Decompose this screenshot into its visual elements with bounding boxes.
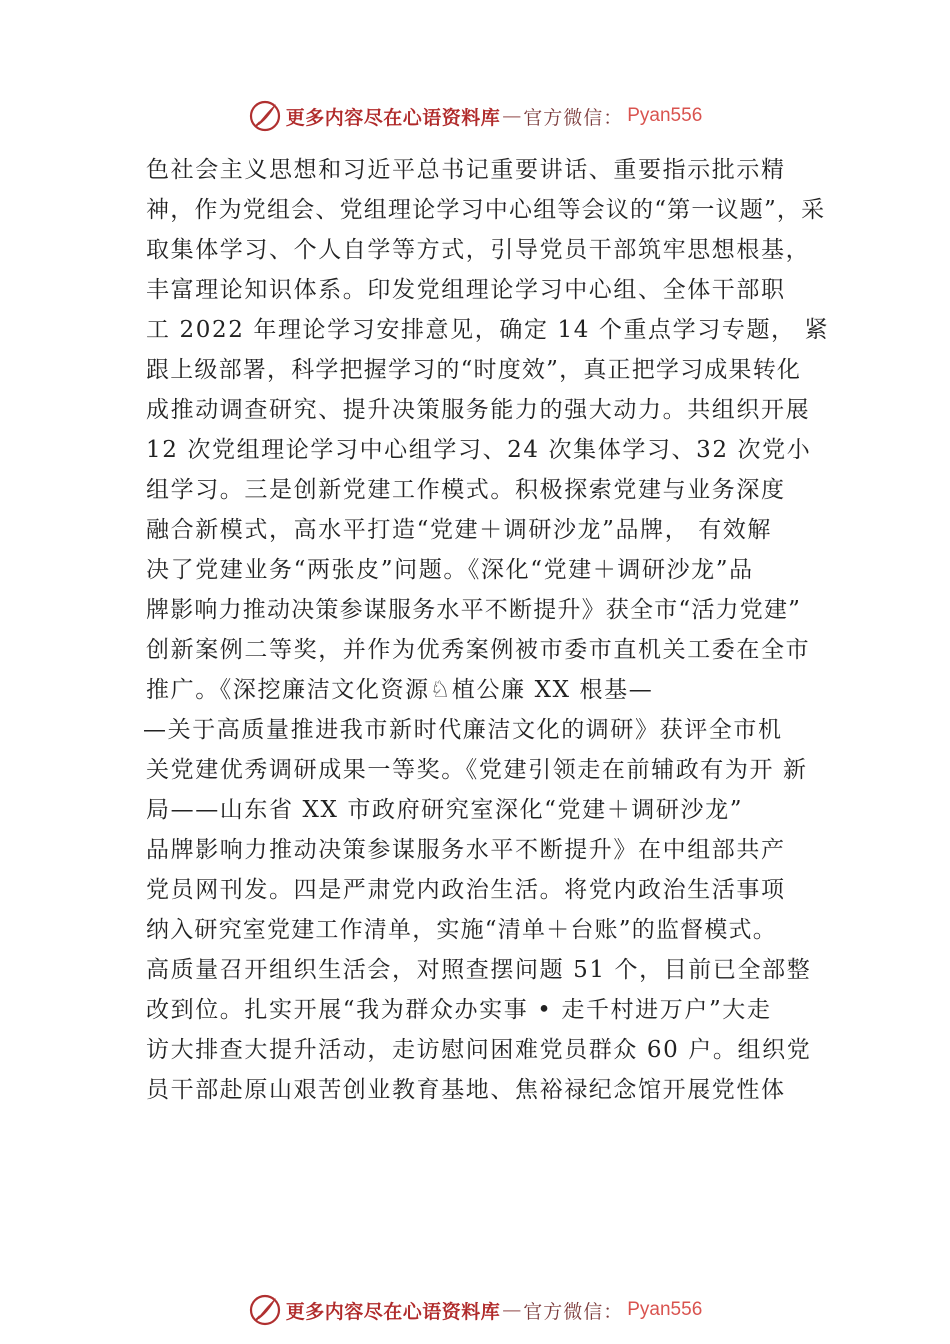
banner-wechat-id: Pyan556 xyxy=(627,105,703,126)
text-line: 跟上级部署，科学把握学习的“时度效”，真正把学习成果转化 xyxy=(146,357,802,383)
text-line: 创新案例二等奖，并作为优秀案例被市委市直机关工委在全市 xyxy=(146,637,811,663)
text-line: 神，作为党组会、党组理论学习中心组等会议的“第一议题”，采 xyxy=(146,197,826,223)
text-line: 丰富理论知识体系。印发党组理论学习中心组、全体干部职 xyxy=(146,277,786,303)
text-line: 推广。《深挖廉洁文化资源♘植公廉 XX 根基— xyxy=(146,677,654,703)
banner-site-text: 更多内容尽在心语资料库 xyxy=(285,1300,501,1323)
text-line: 访大排查大提升活动，走访慰问困难党员群众 60 户。组织党 xyxy=(146,1037,812,1063)
text-line: 决了党建业务“两张皮”问题。《深化“党建＋调研沙龙”品 xyxy=(146,557,754,583)
quill-logo-icon xyxy=(248,1293,282,1327)
text-line: 12 次党组理论学习中心组学习、24 次集体学习、32 次党小 xyxy=(146,437,812,463)
banner-wechat-label: 官方微信： xyxy=(523,106,624,129)
banner-site-text: 更多内容尽在心语资料库 xyxy=(285,106,501,129)
text-line: 党员网刊发。四是严肃党内政治生活。将党内政治生活事项 xyxy=(146,877,786,903)
document-body xyxy=(143,150,830,1110)
text-line: 高质量召开组织生活会，对照查摆问题 51 个，目前已全部整 xyxy=(146,957,812,983)
text-line: 工 2022 年理论学习安排意见，确定 14 个重点学习专题， 紧 xyxy=(146,317,830,343)
text-line: 局——山东省 XX 市政府研究室深化“党建＋调研沙龙” xyxy=(146,797,744,823)
text-line: 品牌影响力推动决策参谋服务水平不断提升》在中组部共产 xyxy=(146,837,786,863)
banner-wechat-id: Pyan556 xyxy=(627,1299,703,1320)
text-line: 员干部赴原山艰苦创业教育基地、焦裕禄纪念馆开展党性体 xyxy=(146,1077,786,1103)
text-line: 成推动调查研究、提升决策服务能力的强大动力。共组织开展 xyxy=(146,397,811,423)
text-line: 融合新模式，高水平打造“党建＋调研沙龙”品牌， 有效解 xyxy=(146,517,773,543)
text-line: 色社会主义思想和习近平总书记重要讲话、重要指示批示精 xyxy=(146,157,786,183)
text-line: 取集体学习、个人自学等方式，引导党员干部筑牢思想根基， xyxy=(146,237,811,263)
text-line: 纳入研究室党建工作清单，实施“清单＋台账”的监督模式。 xyxy=(146,917,777,943)
header-banner xyxy=(0,96,950,136)
quill-logo-icon xyxy=(248,99,282,133)
text-line: 关党建优秀调研成果一等奖。《党建引领走在前辅政有为开 新 xyxy=(146,757,808,783)
text-line: 组学习。三是创新党建工作模式。积极探索党建与业务深度 xyxy=(146,477,786,503)
text-line: —关于高质量推进我市新时代廉洁文化的调研》获评全市机 xyxy=(143,717,783,743)
banner-dash: — xyxy=(502,105,522,127)
text-line: 改到位。扎实开展“我为群众办实事 • 走千村进万户”大走 xyxy=(146,997,772,1023)
footer-banner xyxy=(0,1290,950,1330)
banner-dash: — xyxy=(502,1299,522,1321)
text-line: 牌影响力推动决策参谋服务水平不断提升》获全市“活力党建” xyxy=(146,597,802,623)
banner-wechat-label: 官方微信： xyxy=(523,1300,624,1323)
